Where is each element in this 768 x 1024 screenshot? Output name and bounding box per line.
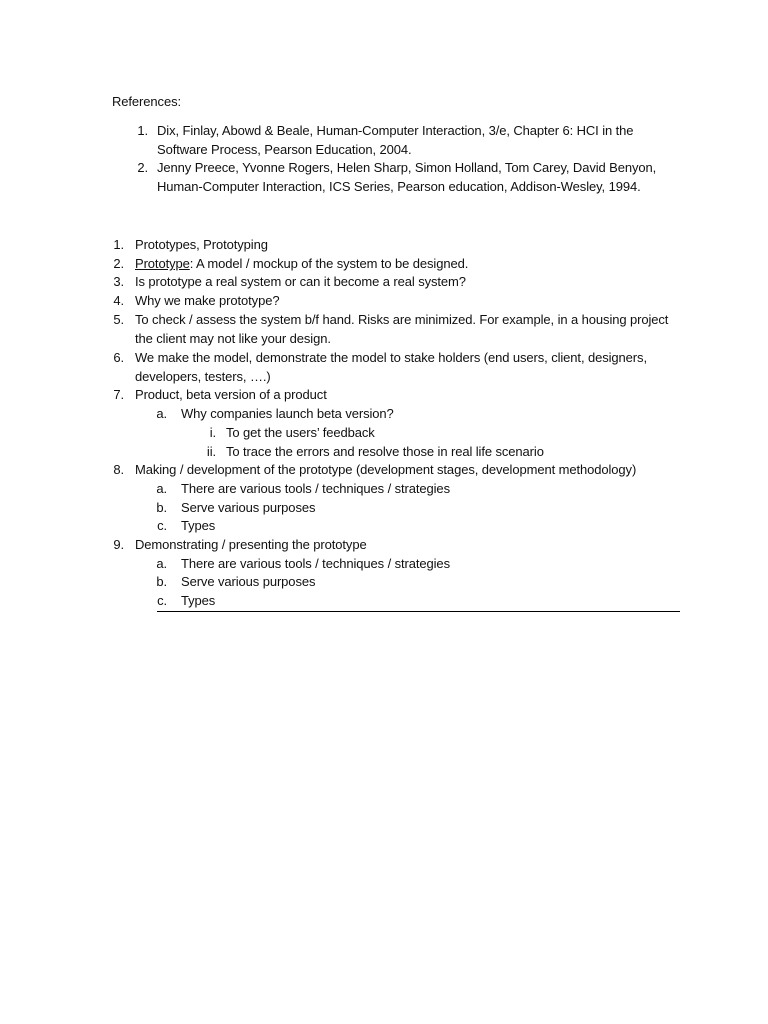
reference-line: Software Process, Pearson Education, 2004. xyxy=(157,142,412,157)
reference-line xyxy=(157,177,641,196)
prototype-term: Prototype xyxy=(135,256,190,271)
list-item-continuation: developers, testers, ….) xyxy=(135,369,271,384)
sublist-letter: a. xyxy=(156,556,167,571)
list-item: Making / development of the prototype (development stages, development methodology) xyxy=(135,462,637,477)
sublist-letter: b. xyxy=(156,574,167,589)
list-number: 9. xyxy=(113,537,124,552)
sublist-item: Types xyxy=(181,518,216,533)
horizontal-rule xyxy=(157,611,680,612)
sublist-item: There are various tools / techniques / strategies xyxy=(181,481,450,496)
subsublist-numeral: i. xyxy=(209,425,216,440)
list-item: Demonstrating / presenting the prototype xyxy=(135,537,367,552)
list-number: 2. xyxy=(113,256,124,271)
list-number: 4. xyxy=(113,293,124,308)
list-item: Why we make prototype? xyxy=(135,293,280,308)
list-item: To check / assess the system b/f hand. Risks are minimized. For example, in a housing project xyxy=(135,312,669,327)
list-number: 3. xyxy=(113,274,124,289)
subsublist-item: To get the users’ feedback xyxy=(226,425,375,440)
reference-number: 2. xyxy=(137,160,148,175)
sublist-item: Types xyxy=(181,593,216,608)
reference-number: 1. xyxy=(137,123,148,138)
list-item: We make the model, demonstrate the model to stake holders (end users, client, designers, xyxy=(135,350,647,365)
sublist-letter: a. xyxy=(156,481,167,496)
sublist-item: There are various tools / techniques / strategies xyxy=(181,556,450,571)
list-item-continuation: the client may not like your design. xyxy=(135,331,331,346)
list-item: Is prototype a real system or can it become a real system? xyxy=(135,274,466,289)
sublist-letter: c. xyxy=(157,593,167,608)
sublist-letter: b. xyxy=(156,500,167,515)
reference-line: Dix, Finlay, Abowd & Beale, Human-Computer Interaction, 3/e, Chapter 6: HCI in the xyxy=(157,123,634,138)
prototype-definition: : A model / mockup of the system to be designed. xyxy=(189,256,469,271)
list-number: 6. xyxy=(113,350,124,365)
list-item xyxy=(135,254,468,273)
sublist-item: Why companies launch beta version? xyxy=(181,406,394,421)
sublist-item: Serve various purposes xyxy=(181,500,316,515)
sublist-letter: a. xyxy=(156,406,167,421)
list-item: Prototypes, Prototyping xyxy=(135,237,268,252)
sublist-letter: c. xyxy=(157,518,167,533)
reference-line-part: Addison-Wesley, 1994. xyxy=(510,179,641,194)
list-number: 7. xyxy=(113,387,124,402)
list-number: 5. xyxy=(113,312,124,327)
list-number: 1. xyxy=(113,237,124,252)
reference-line: Jenny Preece, Yvonne Rogers, Helen Sharp, Simon Holland, Tom Carey, David Benyon, xyxy=(157,160,657,175)
references-heading: References: xyxy=(112,94,181,109)
subsublist-item: To trace the errors and resolve those in real life scenario xyxy=(226,444,544,459)
subsublist-numeral: ii. xyxy=(206,444,216,459)
list-number: 8. xyxy=(113,462,124,477)
sublist-item: Serve various purposes xyxy=(181,574,316,589)
reference-line-part: Human-Computer Interaction, ICS Series, Pearson education, xyxy=(157,179,508,194)
list-item: Product, beta version of a product xyxy=(135,387,327,402)
